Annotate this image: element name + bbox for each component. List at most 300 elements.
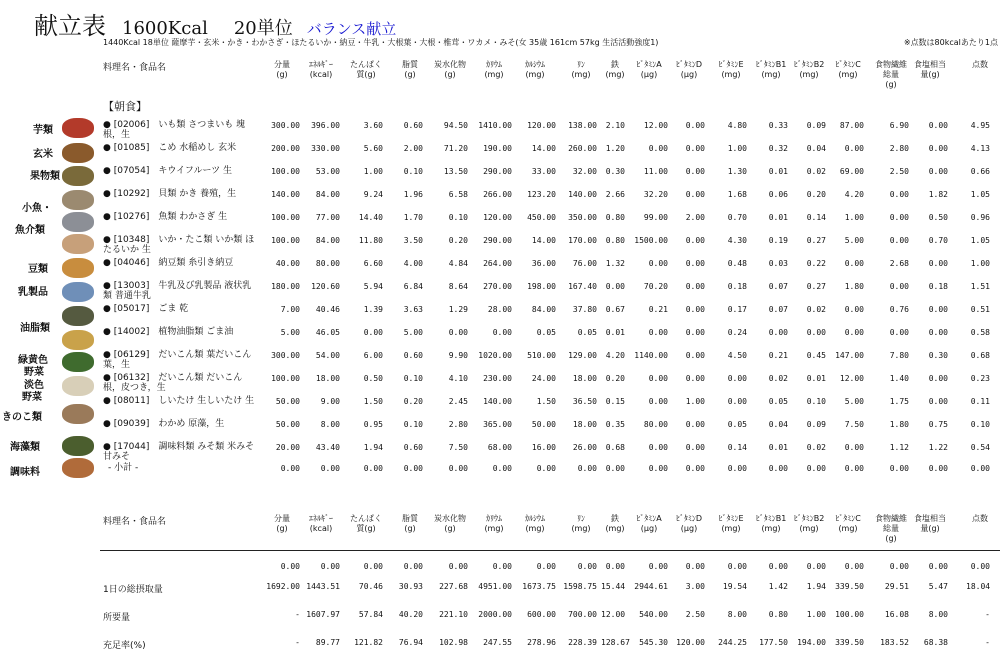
header-col-4-line: 脂質 xyxy=(402,514,418,523)
cell-value: 0.60 xyxy=(403,351,423,360)
header-col-9-line: (mg) xyxy=(605,524,625,533)
header-col-4-line: (g) xyxy=(404,524,416,533)
cell-value: 300.00 xyxy=(271,121,300,130)
cell-value: 24.00 xyxy=(531,374,556,383)
cell-value: 0.51 xyxy=(970,305,990,314)
header-col-3-line: たんぱく xyxy=(350,514,382,523)
header-col-6-line: ｶﾘｳﾑ xyxy=(486,60,502,69)
totals-value: 2000.00 xyxy=(478,610,512,619)
cell-value: 1.50 xyxy=(536,397,556,406)
totals-value: 339.50 xyxy=(835,638,864,647)
totals-value: 278.96 xyxy=(527,638,556,647)
header-col-10 xyxy=(626,514,672,534)
header-col-11 xyxy=(669,60,709,80)
header-food-name: 料理名・食品名 xyxy=(103,517,167,527)
cell-value: 0.00 xyxy=(844,259,864,268)
title-subtitle: バランス献立 xyxy=(306,20,397,38)
totals-value: 29.51 xyxy=(884,582,909,591)
totals-value: 0.80 xyxy=(768,610,788,619)
cell-value: 2.80 xyxy=(889,144,909,153)
cell-value: 6.90 xyxy=(889,121,909,130)
header-col-4-line: 脂質 xyxy=(402,60,418,69)
food-photo xyxy=(62,404,94,424)
section-breakfast: 【朝食】 xyxy=(103,100,147,113)
cell-value: 167.40 xyxy=(568,282,597,291)
cell-value: 0.00 xyxy=(685,420,705,429)
cell-value: 0.58 xyxy=(970,328,990,337)
header-col-5-line: 炭水化物 xyxy=(434,60,466,69)
cell-value: 26.00 xyxy=(572,443,597,452)
totals-value: 228.39 xyxy=(568,638,597,647)
cell-value: 0.00 xyxy=(727,397,747,406)
header-col-15 xyxy=(828,60,868,80)
totals-value: 600.00 xyxy=(527,610,556,619)
header-col-16-line: 食物繊維 xyxy=(875,514,907,523)
table-row xyxy=(0,210,1008,233)
cell-value: 12.00 xyxy=(839,374,864,383)
cell-value: 0.00 xyxy=(806,328,826,337)
cell-value: 0.45 xyxy=(806,351,826,360)
cell-value: 0.50 xyxy=(928,213,948,222)
food-group-label: 緑黄色 xyxy=(18,355,48,366)
cell-value: 0.00 xyxy=(685,351,705,360)
cell-value: 0.00 xyxy=(928,259,948,268)
header-col-12-line: (mg) xyxy=(721,524,741,533)
totals-value: 89.77 xyxy=(315,638,340,647)
cell-value: 1.22 xyxy=(928,443,948,452)
header-col-5 xyxy=(428,514,472,534)
cell-value: 43.40 xyxy=(315,443,340,452)
food-group-label: 油脂類 xyxy=(20,323,50,334)
cell-value: 40.46 xyxy=(315,305,340,314)
food-name: ● [10276] 魚類 わかさぎ 生 xyxy=(103,212,228,222)
totals-value: 0.00 xyxy=(577,562,597,571)
cell-value: 4.00 xyxy=(403,259,423,268)
table-row xyxy=(0,141,1008,164)
header-col-3 xyxy=(345,514,387,534)
food-name: ● [02006] いも類 さつまいも 塊根，生 xyxy=(103,120,246,140)
cell-value: 0.17 xyxy=(727,305,747,314)
subtotal-value: 0.00 xyxy=(844,464,864,473)
header-col-7 xyxy=(510,60,560,80)
cell-value: 0.70 xyxy=(928,236,948,245)
cell-value: 147.00 xyxy=(835,351,864,360)
totals-value: 177.50 xyxy=(759,638,788,647)
totals-value: 15.44 xyxy=(601,582,626,591)
cell-value: 0.00 xyxy=(648,374,668,383)
cell-value: 0.20 xyxy=(448,236,468,245)
totals-value: 2.50 xyxy=(685,610,705,619)
header-col-10-line: ﾋﾞﾀﾐﾝA xyxy=(636,514,662,523)
cell-value: 0.02 xyxy=(806,305,826,314)
cell-value: 36.50 xyxy=(572,397,597,406)
cell-value: 0.50 xyxy=(363,374,383,383)
header-food-name: 料理名・食品名 xyxy=(103,63,167,73)
food-group-label: 果物類 xyxy=(30,171,60,182)
cell-value: 0.04 xyxy=(806,144,826,153)
totals-value: 57.84 xyxy=(358,610,383,619)
food-name: ● [10292] 貝類 かき 養殖，生 xyxy=(103,189,237,199)
cell-value: 0.05 xyxy=(727,420,747,429)
cell-value: 11.00 xyxy=(643,167,668,176)
header-col-17-line: 量(g) xyxy=(920,70,940,79)
cell-value: 100.00 xyxy=(271,236,300,245)
header-col-9-line: 鉄 xyxy=(611,60,619,69)
cell-value: 1.39 xyxy=(363,305,383,314)
cell-value: 32.00 xyxy=(572,167,597,176)
cell-value: 0.18 xyxy=(928,282,948,291)
totals-value: 1673.75 xyxy=(522,582,556,591)
totals-row xyxy=(0,562,1008,576)
totals-value: 0.00 xyxy=(320,562,340,571)
header-col-17-line: 食塩相当 xyxy=(914,60,946,69)
cell-value: 0.10 xyxy=(403,374,423,383)
food-group-label: 乳製品 xyxy=(18,287,48,298)
subtotal-value: 0.00 xyxy=(889,464,909,473)
totals-value: 0.00 xyxy=(648,562,668,571)
header-col-16-line: (g) xyxy=(885,534,897,543)
cell-value: 230.00 xyxy=(483,374,512,383)
cell-value: 0.00 xyxy=(685,144,705,153)
cell-value: 76.00 xyxy=(572,259,597,268)
food-name: ● [10348] いか・たこ類 いか類 ほたるいか 生 xyxy=(103,235,255,255)
header-col-2-line: (kcal) xyxy=(309,524,333,533)
header-col-13-line: ﾋﾞﾀﾐﾝB1 xyxy=(755,514,787,523)
cell-value: 290.00 xyxy=(483,167,512,176)
subtotal-value: 0.00 xyxy=(727,464,747,473)
food-group-label: 玄米 xyxy=(33,149,53,160)
food-name: ● [01085] こめ 水稲めし 玄米 xyxy=(103,143,237,153)
subtotal-label: - 小計 - xyxy=(108,463,139,473)
subtotal-value: 0.00 xyxy=(403,464,423,473)
header-col-12 xyxy=(711,60,751,80)
cell-value: 0.96 xyxy=(970,213,990,222)
cell-value: 0.01 xyxy=(806,374,826,383)
table-row xyxy=(0,440,1008,463)
cell-value: 2.50 xyxy=(889,167,909,176)
cell-value: 0.10 xyxy=(970,420,990,429)
cell-value: 5.00 xyxy=(844,236,864,245)
header-col-18-line: 点数 xyxy=(972,60,988,69)
cell-value: 1.00 xyxy=(363,167,383,176)
cell-value: 0.22 xyxy=(806,259,826,268)
cell-value: 0.00 xyxy=(685,328,705,337)
cell-value: 180.00 xyxy=(271,282,300,291)
cell-value: 99.00 xyxy=(643,213,668,222)
totals-value: 545.30 xyxy=(639,638,668,647)
table-row xyxy=(0,302,1008,325)
cell-value: 140.00 xyxy=(568,190,597,199)
cell-value: 0.60 xyxy=(403,443,423,452)
header-col-14 xyxy=(788,60,830,80)
cell-value: 0.00 xyxy=(685,282,705,291)
totals-value: 4951.00 xyxy=(478,582,512,591)
totals-value: 0.00 xyxy=(363,562,383,571)
cell-value: 87.00 xyxy=(839,121,864,130)
totals-value: 8.00 xyxy=(928,610,948,619)
totals-value: 1.00 xyxy=(806,610,826,619)
subtotal-value: 0.00 xyxy=(970,464,990,473)
totals-label: 1日の総摂取量 xyxy=(103,585,163,595)
totals-value: 339.50 xyxy=(835,582,864,591)
header-col-15-line: (mg) xyxy=(838,70,858,79)
cell-value: 1410.00 xyxy=(478,121,512,130)
food-photo xyxy=(62,282,94,302)
cell-value: 50.00 xyxy=(531,420,556,429)
subtotal-value: 0.00 xyxy=(648,464,668,473)
cell-value: 0.70 xyxy=(727,213,747,222)
totals-value: 76.94 xyxy=(398,638,423,647)
totals-value: 0.00 xyxy=(970,562,990,571)
header-col-5 xyxy=(428,60,472,80)
cell-value: 0.35 xyxy=(605,420,625,429)
cell-value: 200.00 xyxy=(271,144,300,153)
food-name: ● [14002] 植物油脂類 ごま油 xyxy=(103,327,234,337)
totals-value: 1.94 xyxy=(806,582,826,591)
cell-value: 1020.00 xyxy=(478,351,512,360)
header-col-7-line: ｶﾙｼｳﾑ xyxy=(525,60,545,69)
totals-value: 0.00 xyxy=(536,562,556,571)
header-col-2 xyxy=(298,514,344,534)
cell-value: 70.20 xyxy=(643,282,668,291)
totals-value: 120.00 xyxy=(676,638,705,647)
cell-value: 0.00 xyxy=(685,443,705,452)
cell-value: 69.00 xyxy=(839,167,864,176)
cell-value: 2.68 xyxy=(889,259,909,268)
header-col-3-line: たんぱく xyxy=(350,60,382,69)
cell-value: 1.75 xyxy=(889,397,909,406)
cell-value: 4.20 xyxy=(844,190,864,199)
cell-value: 14.00 xyxy=(531,236,556,245)
cell-value: 1.12 xyxy=(889,443,909,452)
totals-value: 0.00 xyxy=(806,562,826,571)
header-col-11-line: ﾋﾞﾀﾐﾝD xyxy=(675,60,703,69)
cell-value: 1.05 xyxy=(970,190,990,199)
cell-value: 100.00 xyxy=(271,374,300,383)
header-col-8 xyxy=(561,60,601,80)
cell-value: 0.10 xyxy=(403,167,423,176)
table-row xyxy=(0,118,1008,141)
cell-value: 198.00 xyxy=(527,282,556,291)
food-name: ● [06129] だいこん類 葉だいこん 葉，生 xyxy=(103,350,252,370)
totals-value: 700.00 xyxy=(568,610,597,619)
cell-value: 0.32 xyxy=(768,144,788,153)
header-col-12-line: ﾋﾞﾀﾐﾝE xyxy=(718,514,744,523)
header-col-11-line: ﾋﾞﾀﾐﾝD xyxy=(675,514,703,523)
cell-value: 2.66 xyxy=(605,190,625,199)
totals-value: 1.42 xyxy=(768,582,788,591)
cell-value: 0.19 xyxy=(768,236,788,245)
food-name: ● [09039] わかめ 原藻，生 xyxy=(103,419,225,429)
header-col-6-line: (mg) xyxy=(484,70,504,79)
cell-value: 71.20 xyxy=(443,144,468,153)
cell-value: 4.50 xyxy=(727,351,747,360)
totals-value: 3.00 xyxy=(685,582,705,591)
header-col-7-line: (mg) xyxy=(525,70,545,79)
cell-value: 0.00 xyxy=(363,328,383,337)
totals-value: 128.67 xyxy=(601,638,630,647)
cell-value: 290.00 xyxy=(483,236,512,245)
cell-value: 18.00 xyxy=(572,374,597,383)
cell-value: 0.66 xyxy=(970,167,990,176)
cell-value: 0.00 xyxy=(605,282,625,291)
cell-value: 50.00 xyxy=(275,420,300,429)
cell-value: 350.00 xyxy=(568,213,597,222)
cell-value: 270.00 xyxy=(483,282,512,291)
cell-value: 1.00 xyxy=(727,144,747,153)
subtotal-value: 0.00 xyxy=(536,464,556,473)
food-photo xyxy=(62,352,94,372)
title-main: 献立表 xyxy=(34,12,106,40)
totals-value: 1692.00 xyxy=(266,582,300,591)
cell-value: 5.00 xyxy=(280,328,300,337)
cell-value: 1.82 xyxy=(928,190,948,199)
cell-value: 0.01 xyxy=(768,213,788,222)
cell-value: 365.00 xyxy=(483,420,512,429)
cell-value: 3.60 xyxy=(363,121,383,130)
header-col-5-line: 炭水化物 xyxy=(434,514,466,523)
cell-value: 138.00 xyxy=(568,121,597,130)
cell-value: 0.06 xyxy=(768,190,788,199)
header-col-9-line: (mg) xyxy=(605,70,625,79)
cell-value: 0.20 xyxy=(806,190,826,199)
cell-value: 0.27 xyxy=(806,282,826,291)
cell-value: 11.80 xyxy=(358,236,383,245)
food-group-label: きのこ類 xyxy=(2,412,42,423)
subtotal-value: 0.00 xyxy=(448,464,468,473)
cell-value: 0.00 xyxy=(889,328,909,337)
header-col-4 xyxy=(393,60,427,80)
header-col-13-line: ﾋﾞﾀﾐﾝB1 xyxy=(755,60,787,69)
cell-value: 190.00 xyxy=(483,144,512,153)
cell-value: 4.10 xyxy=(448,374,468,383)
food-photo xyxy=(62,190,94,210)
food-photo xyxy=(62,212,94,232)
cell-value: 0.10 xyxy=(403,420,423,429)
cell-value: 9.24 xyxy=(363,190,383,199)
cell-value: 0.02 xyxy=(806,443,826,452)
cell-value: 0.00 xyxy=(492,328,512,337)
cell-value: 7.50 xyxy=(448,443,468,452)
cell-value: 0.00 xyxy=(727,374,747,383)
totals-value: 247.55 xyxy=(483,638,512,647)
cell-value: 2.45 xyxy=(448,397,468,406)
totals-value: 0.00 xyxy=(280,562,300,571)
totals-value: 100.00 xyxy=(835,610,864,619)
header-col-16-line: 食物繊維 xyxy=(875,60,907,69)
header-col-9 xyxy=(601,60,629,80)
cell-value: 0.00 xyxy=(928,374,948,383)
score-note: ※点数は80kcalあたり1点 xyxy=(903,38,998,47)
cell-value: 0.68 xyxy=(605,443,625,452)
subtotal-value: 0.00 xyxy=(577,464,597,473)
cell-value: 0.21 xyxy=(648,305,668,314)
cell-value: 0.00 xyxy=(685,374,705,383)
cell-value: 80.00 xyxy=(315,259,340,268)
cell-value: 0.00 xyxy=(889,282,909,291)
cell-value: 1140.00 xyxy=(634,351,668,360)
totals-value: 0.00 xyxy=(844,562,864,571)
header-col-8-line: (mg) xyxy=(571,524,591,533)
cell-value: 0.30 xyxy=(928,351,948,360)
cell-value: 1.80 xyxy=(844,282,864,291)
food-photo xyxy=(62,258,94,278)
cell-value: 2.00 xyxy=(403,144,423,153)
cell-value: 3.63 xyxy=(403,305,423,314)
header-col-17 xyxy=(908,514,952,534)
cell-value: 330.00 xyxy=(311,144,340,153)
cell-value: 0.00 xyxy=(685,305,705,314)
subtotal-row xyxy=(0,461,1008,484)
totals-value: 16.08 xyxy=(884,610,909,619)
cell-value: 0.00 xyxy=(648,144,668,153)
title-units: 20単位 xyxy=(233,18,293,39)
totals-row xyxy=(0,610,1008,624)
cell-value: 18.00 xyxy=(315,374,340,383)
cell-value: 0.18 xyxy=(727,282,747,291)
cell-value: 0.09 xyxy=(806,121,826,130)
cell-value: 40.00 xyxy=(275,259,300,268)
subtotal-value: 0.00 xyxy=(768,464,788,473)
cell-value: 0.00 xyxy=(928,144,948,153)
food-photo xyxy=(62,436,94,456)
food-name: ● [07054] キウイフルーツ 生 xyxy=(103,166,232,176)
totals-value: 227.68 xyxy=(439,582,468,591)
table-row xyxy=(0,233,1008,256)
cell-value: 0.01 xyxy=(768,167,788,176)
cell-value: 0.48 xyxy=(727,259,747,268)
cell-value: 6.60 xyxy=(363,259,383,268)
cell-value: 0.20 xyxy=(605,374,625,383)
cell-value: 12.00 xyxy=(643,121,668,130)
cell-value: 6.84 xyxy=(403,282,423,291)
cell-value: 0.60 xyxy=(403,121,423,130)
header-col-1-line: (g) xyxy=(276,524,288,533)
cell-value: 7.00 xyxy=(280,305,300,314)
table-row xyxy=(0,371,1008,394)
column-header-repeat xyxy=(0,514,1008,550)
totals-value: 19.54 xyxy=(722,582,747,591)
header-col-4 xyxy=(393,514,427,534)
header-divider xyxy=(100,550,1000,551)
cell-value: 33.00 xyxy=(531,167,556,176)
cell-value: 50.00 xyxy=(275,397,300,406)
cell-value: 129.00 xyxy=(568,351,597,360)
cell-value: 0.00 xyxy=(844,305,864,314)
cell-value: 16.00 xyxy=(531,443,556,452)
food-group-label: 淡色 xyxy=(24,380,44,391)
cell-value: 2.00 xyxy=(685,213,705,222)
cell-value: 0.07 xyxy=(768,305,788,314)
table-row xyxy=(0,164,1008,187)
header-col-15-line: ﾋﾞﾀﾐﾝC xyxy=(835,60,861,69)
cell-value: 4.80 xyxy=(727,121,747,130)
cell-value: 1.70 xyxy=(403,213,423,222)
menu-info: 1440Kcal 18単位 薩摩芋・玄米・かき・わかさぎ・ほたるいか・納豆・牛乳・大根葉・大根・椎茸・ワカメ・みそ(女 35歳 161cm 57kg 生活活動強度1) xyxy=(103,38,659,47)
cell-value: 5.60 xyxy=(363,144,383,153)
header-col-8-line: ﾘﾝ xyxy=(577,514,585,523)
totals-value: 1598.75 xyxy=(563,582,597,591)
food-photo xyxy=(62,306,94,326)
food-group-label: 魚介類 xyxy=(15,225,45,236)
cell-value: 100.00 xyxy=(271,213,300,222)
column-header xyxy=(0,60,1008,96)
table-row xyxy=(0,348,1008,371)
cell-value: 4.30 xyxy=(727,236,747,245)
totals-value: 1607.97 xyxy=(306,610,340,619)
header-col-14 xyxy=(788,514,830,534)
cell-value: 80.00 xyxy=(643,420,668,429)
